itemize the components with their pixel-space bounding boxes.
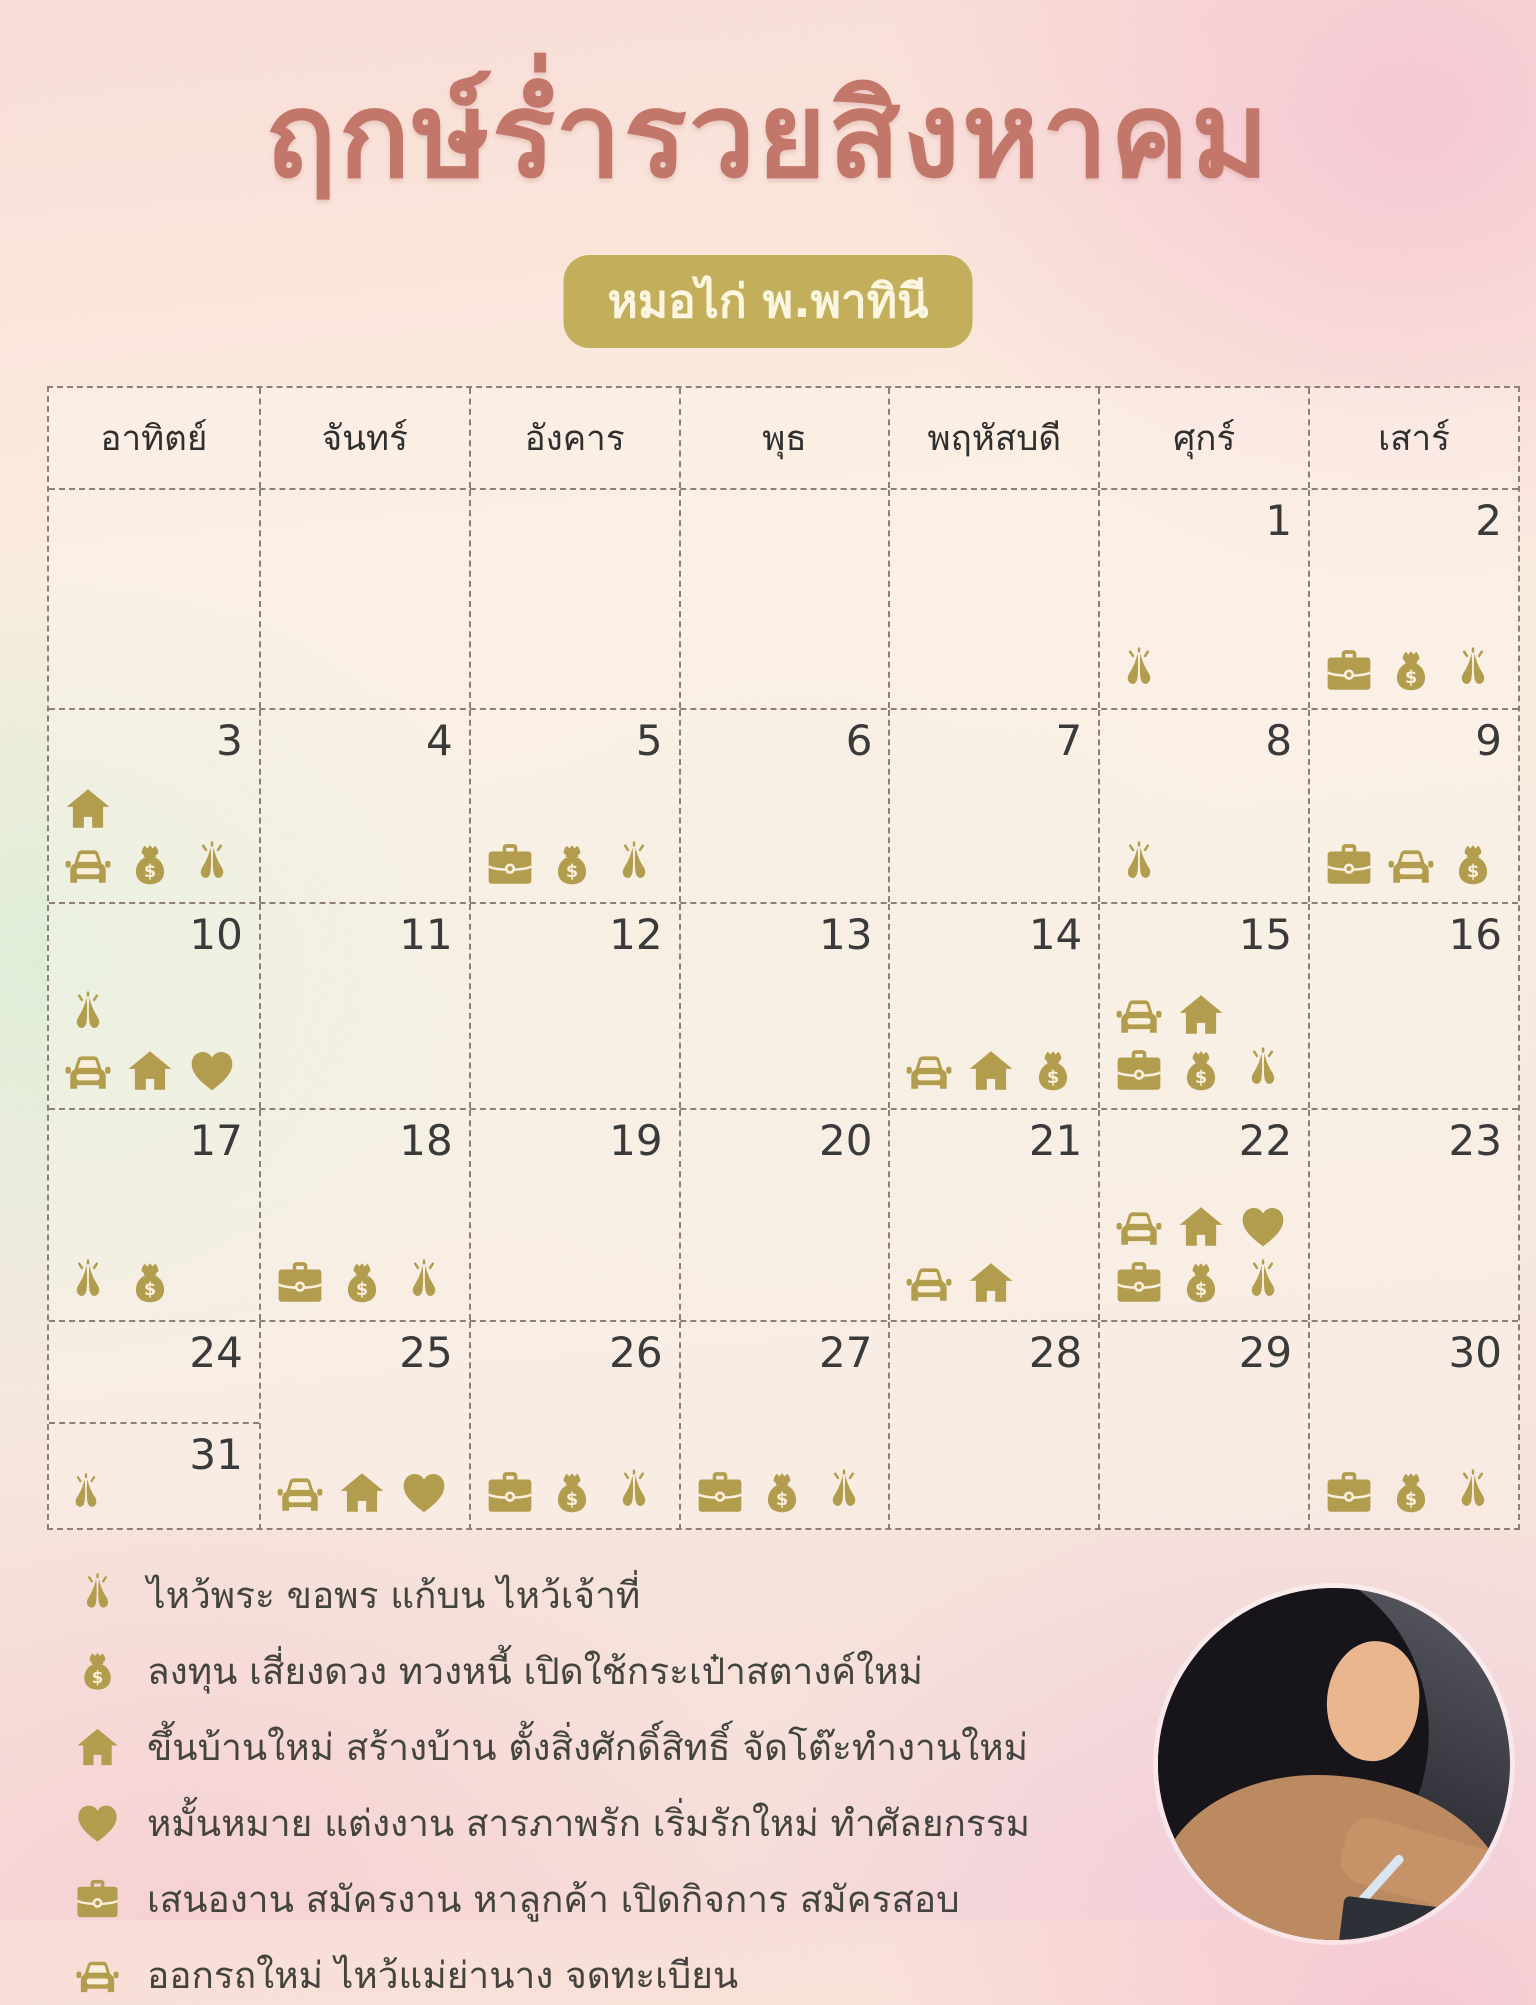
legend-item (74, 1946, 1030, 2005)
calendar-cell (1098, 710, 1308, 902)
money-bag-icon (1176, 1046, 1226, 1096)
day-number: 22 (1238, 1116, 1293, 1165)
calendar-cell (49, 1110, 259, 1320)
day-name-1: อาทิตย์ (100, 418, 208, 459)
day-number: 2 (1475, 496, 1502, 545)
praying-hands-icon (1114, 840, 1164, 890)
calendar-week-5 (49, 1320, 1518, 1530)
day-icons (904, 1046, 1078, 1096)
day-name-3: อังคาร (469, 388, 679, 488)
briefcase-icon (1114, 1258, 1164, 1308)
day-name-2: จันทร์ (259, 388, 469, 488)
car-icon (275, 1468, 325, 1518)
legend-text: เสนองาน สมัครงาน หาลูกค้า เปิดกิจการ สมัครสอบ (147, 1878, 960, 1921)
day-number: 5 (635, 716, 663, 765)
house-icon (966, 1258, 1016, 1308)
calendar-cell (1098, 904, 1308, 1108)
icon-row (1324, 1468, 1498, 1518)
briefcase-icon (695, 1468, 745, 1518)
legend-item (74, 1642, 1030, 1701)
day-icons (485, 1468, 659, 1518)
calendar-subcell (49, 1322, 259, 1422)
briefcase-icon (1324, 840, 1374, 890)
icon-row (63, 1258, 175, 1308)
day-name-5: พฤหัสบดี (888, 388, 1098, 488)
icon-row (275, 1258, 449, 1308)
house-icon (74, 1724, 121, 1771)
day-number: 9 (1475, 716, 1502, 765)
calendar-cell (469, 904, 679, 1108)
money-bag-icon (1448, 840, 1498, 890)
calendar-cell (259, 490, 469, 708)
house-icon (966, 1046, 1016, 1096)
calendar-cell (679, 710, 889, 902)
day-icons (1324, 1468, 1498, 1518)
day-name-4: พุธ (679, 388, 889, 488)
money-bag-icon (125, 1258, 175, 1308)
icon-row (275, 1468, 449, 1518)
day-number: 10 (189, 910, 243, 959)
calendar-cell (49, 490, 259, 708)
praying-hands-icon (819, 1468, 869, 1518)
calendar-body (49, 488, 1518, 1530)
legend-text: ไหว้พระ ขอพร แก้บน ไหว้เจ้าที่ (147, 1574, 641, 1617)
calendar-cell (888, 904, 1098, 1108)
money-bag-icon (1176, 1258, 1226, 1308)
calendar-cell (259, 1322, 469, 1530)
icon-row (63, 1046, 237, 1096)
calendar-cell (1308, 1110, 1518, 1320)
legend-item (74, 1870, 1030, 1929)
legend-item (74, 1718, 1030, 1777)
day-name-6: ศุกร์ (1098, 388, 1308, 488)
praying-hands-icon (609, 1468, 659, 1518)
icon-row (1324, 840, 1498, 890)
calendar-cell (469, 710, 679, 902)
car-icon (1114, 1202, 1164, 1252)
day-icons (1324, 646, 1498, 696)
car-icon (1114, 990, 1164, 1040)
day-number: 26 (609, 1328, 663, 1377)
calendar-week-1 (49, 488, 1518, 708)
praying-hands-icon (63, 1472, 109, 1518)
icon-row (485, 1468, 659, 1518)
money-bag-icon (1386, 1468, 1436, 1518)
icon-row (1114, 1258, 1288, 1308)
day-number: 23 (1448, 1116, 1502, 1165)
house-icon (1176, 1202, 1226, 1252)
briefcase-icon (1324, 646, 1374, 696)
calendar-cell (49, 1322, 259, 1530)
fortune-teller-photo (1158, 1588, 1510, 1940)
money-bag-icon (74, 1648, 121, 1695)
briefcase-icon (275, 1258, 325, 1308)
day-number: 31 (189, 1430, 243, 1479)
day-icons (63, 784, 237, 890)
calendar-cell (1308, 1322, 1518, 1530)
briefcase-icon (1114, 1046, 1164, 1096)
icon-row (63, 840, 237, 890)
day-icons (1114, 1202, 1288, 1308)
praying-hands-icon (1238, 1258, 1288, 1308)
praying-hands-icon (1448, 646, 1498, 696)
praying-hands-icon (63, 990, 113, 1040)
praying-hands-icon (1448, 1468, 1498, 1518)
day-number: 15 (1238, 910, 1293, 959)
calendar-cell (888, 1110, 1098, 1320)
day-icons (1114, 990, 1288, 1096)
praying-hands-icon (609, 840, 659, 890)
calendar-cell (259, 710, 469, 902)
calendar-cell (679, 1110, 889, 1320)
house-icon (125, 1046, 175, 1096)
praying-hands-icon (187, 840, 237, 890)
day-icons (695, 1468, 869, 1518)
day-icons (1114, 646, 1164, 696)
day-number: 30 (1448, 1328, 1502, 1377)
day-number: 4 (425, 716, 453, 765)
icon-row (1114, 840, 1164, 890)
calendar-cell (1098, 1110, 1308, 1320)
page-title: ฤกษ์ร่ำรวยสิงหาคม (265, 66, 1271, 204)
day-number: 3 (216, 716, 243, 765)
calendar-cell (469, 1322, 679, 1530)
money-bag-icon (1028, 1046, 1078, 1096)
day-number: 1 (1265, 496, 1293, 545)
icon-row (1114, 1046, 1288, 1096)
car-icon (74, 1952, 121, 1999)
legend-text: ออกรถใหม่ ไหว้แม่ย่านาง จดทะเบียน (147, 1954, 739, 1997)
heart-icon (74, 1800, 121, 1847)
calendar-cell (888, 710, 1098, 902)
day-number: 25 (399, 1328, 453, 1377)
calendar-cell (469, 490, 679, 708)
calendar-week-4 (49, 1108, 1518, 1320)
car-icon (63, 1046, 113, 1096)
day-icons (275, 1468, 449, 1518)
icon-row (1114, 1202, 1288, 1252)
calendar-week-3 (49, 902, 1518, 1108)
car-icon (1386, 840, 1436, 890)
icon-row (695, 1468, 869, 1518)
day-icons (904, 1258, 1016, 1308)
briefcase-icon (485, 1468, 535, 1518)
calendar-cell (888, 1322, 1098, 1530)
car-icon (63, 840, 113, 890)
calendar-cell (259, 1110, 469, 1320)
icon-row (904, 1046, 1078, 1096)
day-number: 11 (399, 910, 453, 959)
day-number: 13 (818, 910, 873, 959)
briefcase-icon (485, 840, 535, 890)
icon-row (63, 990, 113, 1040)
day-number: 7 (1055, 716, 1083, 765)
icon-row (485, 840, 659, 890)
briefcase-icon (1324, 1468, 1374, 1518)
calendar-cell (1098, 1322, 1308, 1530)
day-icons (63, 1472, 109, 1518)
calendar-cell (1098, 490, 1308, 708)
praying-hands-icon (1114, 646, 1164, 696)
day-number: 6 (845, 716, 873, 765)
calendar-cell (679, 1322, 889, 1530)
day-number: 21 (1028, 1116, 1083, 1165)
calendar-cell (469, 1110, 679, 1320)
icon-row (1324, 646, 1498, 696)
day-icons (275, 1258, 449, 1308)
praying-hands-icon (399, 1258, 449, 1308)
calendar-table (47, 386, 1520, 1530)
calendar-cell (1308, 490, 1518, 708)
money-bag-icon (547, 840, 597, 890)
praying-hands-icon (1238, 1046, 1288, 1096)
calendar-cell (1308, 710, 1518, 902)
day-number: 29 (1238, 1328, 1293, 1377)
legend (74, 1566, 1030, 2005)
house-icon (337, 1468, 387, 1518)
day-number: 27 (818, 1328, 873, 1377)
praying-hands-icon (63, 1258, 113, 1308)
icon-row (63, 784, 113, 834)
day-number: 16 (1448, 910, 1502, 959)
legend-text: ลงทุน เสี่ยงดวง ทวงหนี้ เปิดใช้กระเป๋าสตางค์ใหม่ (147, 1650, 923, 1693)
day-icons (63, 990, 237, 1096)
money-bag-icon (1386, 646, 1436, 696)
day-number: 19 (609, 1116, 663, 1165)
calendar-cell (888, 490, 1098, 708)
day-number: 17 (189, 1116, 243, 1165)
calendar-cell (679, 904, 889, 1108)
icon-row (904, 1258, 1016, 1308)
day-name-7: เสาร์ (1308, 388, 1518, 488)
day-icons (1114, 840, 1164, 890)
calendar-week-2 (49, 708, 1518, 902)
briefcase-icon (74, 1876, 121, 1923)
icon-row (63, 1472, 109, 1518)
money-bag-icon (547, 1468, 597, 1518)
calendar-cell (1308, 904, 1518, 1108)
calendar-cell (259, 904, 469, 1108)
icon-row (1114, 646, 1164, 696)
legend-text: หมั้นหมาย แต่งงาน สารภาพรัก เริ่มรักใหม่ ทำศัลยกรรม (147, 1802, 1031, 1845)
praying-hands-icon (74, 1572, 121, 1619)
money-bag-icon (337, 1258, 387, 1308)
day-number: 28 (1028, 1328, 1083, 1377)
day-number: 24 (189, 1328, 243, 1377)
calendar-header-row (49, 388, 1518, 488)
calendar-cell (49, 904, 259, 1108)
day-icons (1324, 840, 1498, 890)
car-icon (904, 1046, 954, 1096)
calendar-cell (679, 490, 889, 708)
heart-icon (187, 1046, 237, 1096)
day-number: 8 (1265, 716, 1293, 765)
day-number: 12 (609, 910, 663, 959)
heart-icon (1238, 1202, 1288, 1252)
icon-row (1114, 990, 1226, 1040)
house-icon (63, 784, 113, 834)
day-number: 14 (1028, 910, 1083, 959)
legend-item (74, 1566, 1030, 1625)
day-icons (485, 840, 659, 890)
legend-text: ขึ้นบ้านใหม่ สร้างบ้าน ตั้งสิ่งศักดิ์สิทธิ์ จัดโต๊ะทำงานใหม่ (147, 1726, 1028, 1769)
heart-icon (399, 1468, 449, 1518)
calendar-subcell (49, 1422, 259, 1530)
legend-item (74, 1794, 1030, 1853)
author-badge: หมอไก่ พ.พาทินี (564, 255, 973, 348)
money-bag-icon (125, 840, 175, 890)
day-number: 20 (818, 1116, 873, 1165)
money-bag-icon (757, 1468, 807, 1518)
house-icon (1176, 990, 1226, 1040)
day-number: 18 (399, 1116, 453, 1165)
calendar-cell (49, 710, 259, 902)
car-icon (904, 1258, 954, 1308)
day-icons (63, 1258, 175, 1308)
